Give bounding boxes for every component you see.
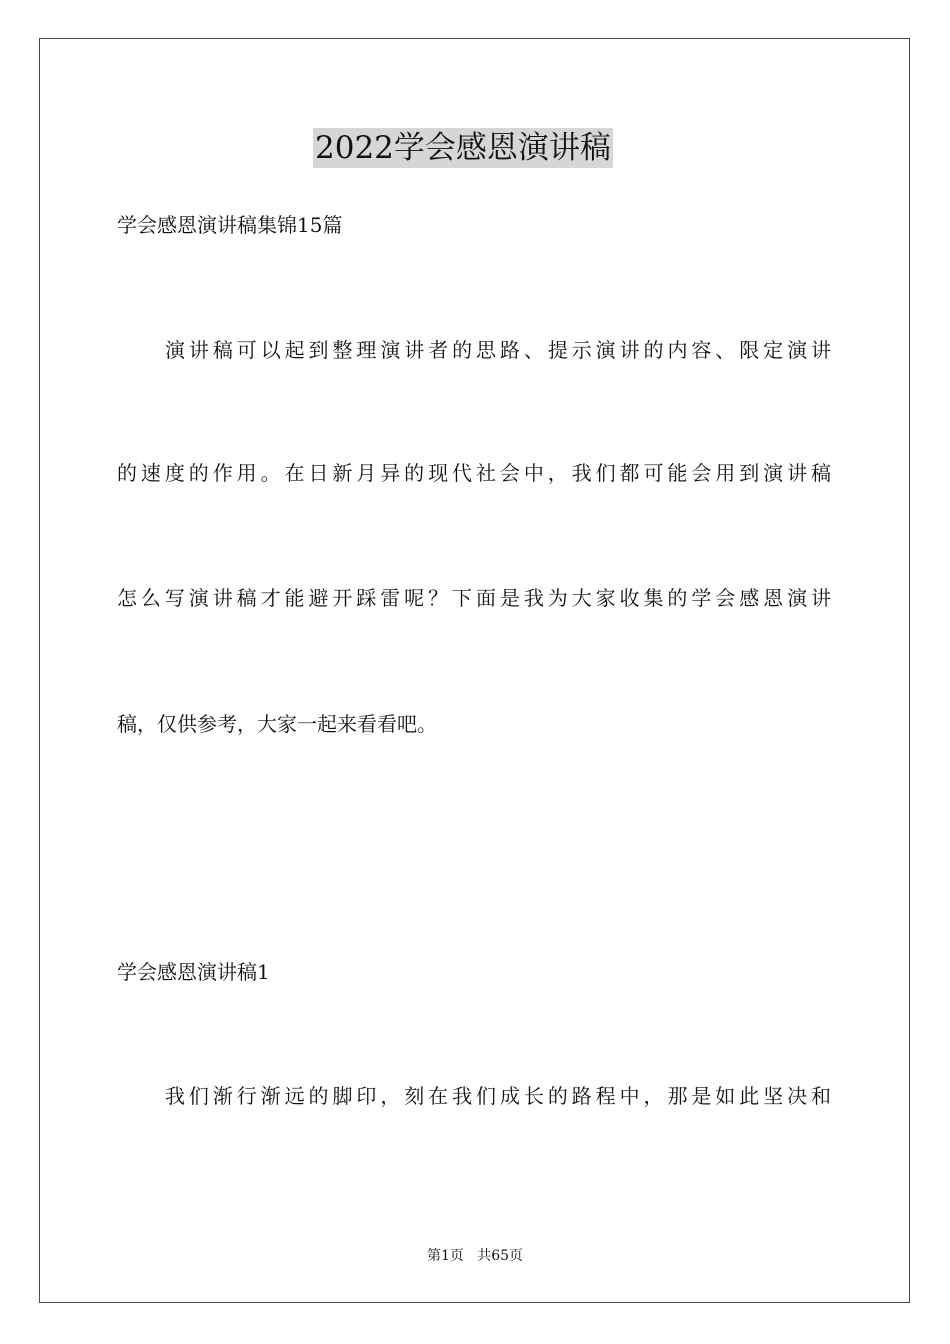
- intro-line-4: 稿，仅供参考，大家一起来看看吧。: [117, 712, 437, 736]
- intro-line-1: 演讲稿可以起到整理演讲者的思路、提示演讲的内容、限定演讲: [165, 338, 831, 362]
- section-line-1: 我们渐行渐远的脚印，刻在我们成长的路程中，那是如此坚决和: [165, 1084, 831, 1108]
- page-footer: 第1页 共65页: [426, 1248, 524, 1264]
- document-title: 2022学会感恩演讲稿: [315, 130, 611, 166]
- section-heading: 学会感恩演讲稿1: [117, 960, 270, 984]
- document-subtitle: 学会感恩演讲稿集锦15篇: [117, 213, 343, 237]
- intro-line-2: 的速度的作用。在日新月异的现代社会中，我们都可能会用到演讲稿: [117, 461, 831, 485]
- intro-line-3: 怎么写演讲稿才能避开踩雷呢？下面是我为大家收集的学会感恩演讲: [117, 586, 831, 610]
